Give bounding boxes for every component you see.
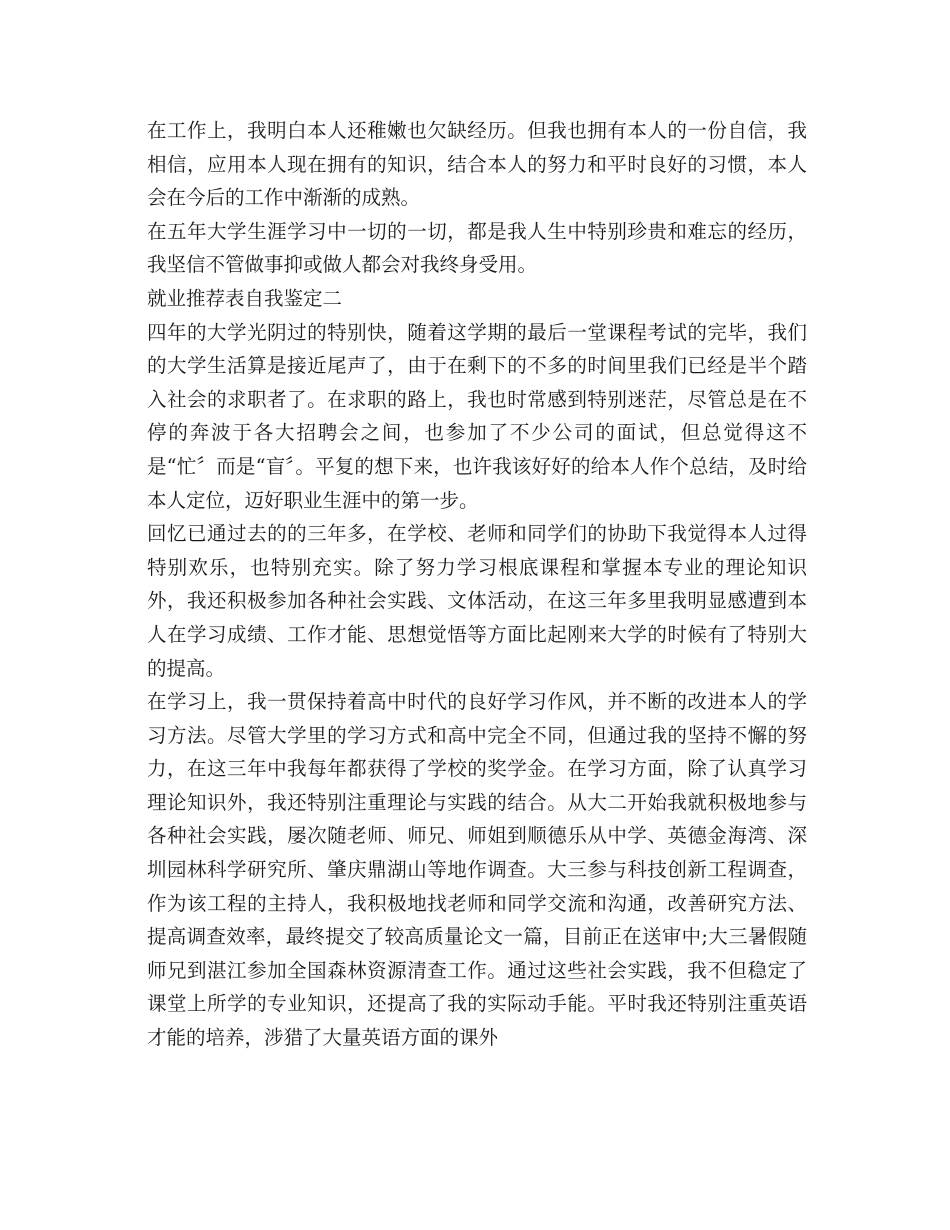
section-heading: 就业推荐表自我鉴定二 — [147, 286, 343, 310]
paragraph-four-years: 四年的大学光阴过的特别快，随着这学期的最后一堂课程考试的完毕，我们的大学生活算是接近尾声了，由于在剩下的不多的时间里我们已经是半个踏入社会的求职者了。在求职的路上，我也时常感到特别迷茫，尽管总是在不停的奔波于各大招聘会之间，也参加了不少公司的面试，但总觉得这不是“忙〞而是“盲〞。平复的想下来，也许我该好好的给本人作个总结，及时给本人定位，迈好职业生涯中的第一步。 — [147, 320, 807, 512]
paragraph-recollection: 回忆已通过去的的三年多，在学校、老师和同学们的协助下我觉得本人过得特别欢乐，也特别充实。除了努力学习根底课程和掌握本专业的理论知识外，我还积极参加各种社会实践、文体活动，在这三年多里我明显感遭到本人在学习成绩、工作才能、思想觉悟等方面比起刚来大学的时候有了特别大的提高。 — [147, 522, 807, 680]
paragraph-five-years: 在五年大学生涯学习中一切的一切，都是我人生中特别珍贵和难忘的经历，我坚信不管做事抑或做人都会对我终身受用。 — [147, 219, 807, 277]
document-body — [147, 114, 807, 1055]
paragraph-study: 在学习上，我一贯保持着高中时代的良好学习作风，并不断的改进本人的学习方法。尽管大学里的学习方式和高中完全不同，但通过我的坚持不懈的努力，在这三年中我每年都获得了学校的奖学金。在学习方面，除了认真学习理论知识外，我还特别注重理论与实践的结合。从大二开始我就积极地参与各种社会实践，屡次随老师、师兄、师姐到顺德乐从中学、英德金海湾、深圳园林科学研究所、肇庆鼎湖山等地作调查。大三参与科技创新工程调查，作为该工程的主持人，我积极地找老师和同学交流和沟通，改善研究方法、提高调查效率，最终提交了较高质量论文一篇，目前正在送审中;大三暑假随师兄到湛江参加全国森林资源清查工作。通过这些社会实践，我不但稳定了课堂上所学的专业知识，还提高了我的实际动手能。平时我还特别注重英语才能的培养，涉猎了大量英语方面的课外 — [147, 690, 807, 1050]
paragraph-work-attitude: 在工作上，我明白本人还稚嫩也欠缺经历。但我也拥有本人的一份自信，我相信，应用本人现在拥有的知识，结合本人的努力和平时良好的习惯，本人会在今后的工作中渐渐的成熟。 — [147, 119, 807, 210]
